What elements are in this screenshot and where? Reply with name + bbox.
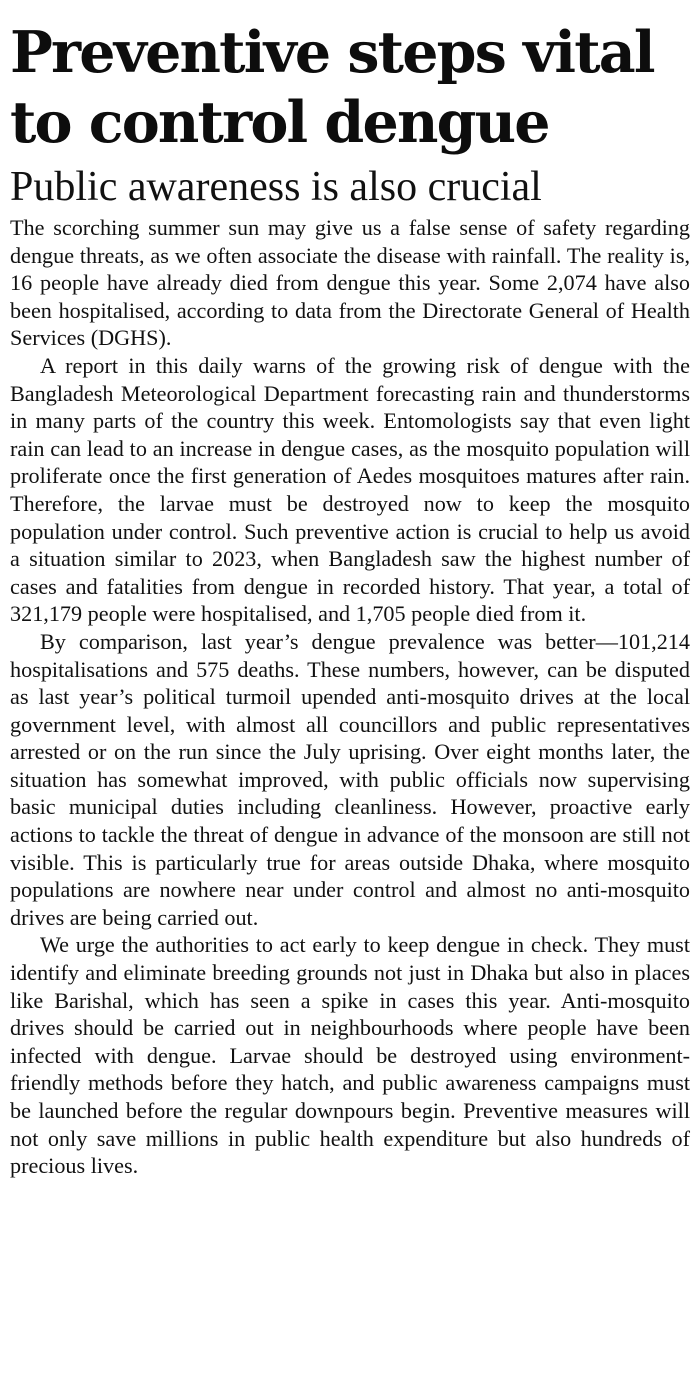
editorial-article <box>10 18 690 1180</box>
article-body <box>10 214 690 1180</box>
subheadline: Public awareness is also crucial <box>10 164 542 210</box>
headline: Preventive steps vital to control dengue <box>10 19 654 156</box>
paragraph-1: The scorching summer sun may give us a false sense of safety regarding dengue threats, as we often associate the disease with rainfall. The reality is, 16 people have already died from dengue this year. Some 2,074 have also been hospitalised, according to data from the Directorate General of Health Services (DGHS). <box>10 215 690 351</box>
paragraph-4: We urge the authorities to act early to keep dengue in check. They must identify and eliminate breeding grounds not just in Dhaka but also in places like Barishal, which has seen a spike in cases this year. Anti-mosquito drives should be carried out in neighbourhoods where people have been infected with dengue. Larvae should be destroyed using environment-friendly methods before they hatch, and public awareness campaigns must be launched before the regular downpours begin. Preventive measures will not only save millions in public health expenditure but also hundreds of precious lives. <box>10 932 690 1179</box>
paragraph-2: A report in this daily warns of the growing risk of dengue with the Bangladesh Meteorological Department forecasting rain and thunderstorms in many parts of the country this week. Entomologists say that even light rain can lead to an increase in dengue cases, as the mosquito population will proliferate once the first generation of Aedes mosquitoes matures after rain. Therefore, the larvae must be destroyed now to keep the mosquito population under control. Such preventive action is crucial to help us avoid a situation similar to 2023, when Bangladesh saw the highest number of cases and fatalities from dengue in recorded history. That year, a total of 321,179 people were hospitalised, and 1,705 people died from it. <box>10 352 690 627</box>
paragraph-3: By comparison, last year’s dengue prevalence was better—101,214 hospitalisations and 575 deaths. These numbers, however, can be disputed as last year’s political turmoil upended anti-mosquito drives at the local government level, with almost all councillors and public representatives arrested or on the run since the July uprising. Over eight months later, the situation has somewhat improved, with public officials now supervising basic municipal duties including cleanliness. However, proactive early actions to tackle the threat of dengue in advance of the monsoon are still not visible. This is particularly true for areas outside Dhaka, where mosquito populations are nowhere near under control and almost no anti-mosquito drives are being carried out. <box>10 628 690 930</box>
